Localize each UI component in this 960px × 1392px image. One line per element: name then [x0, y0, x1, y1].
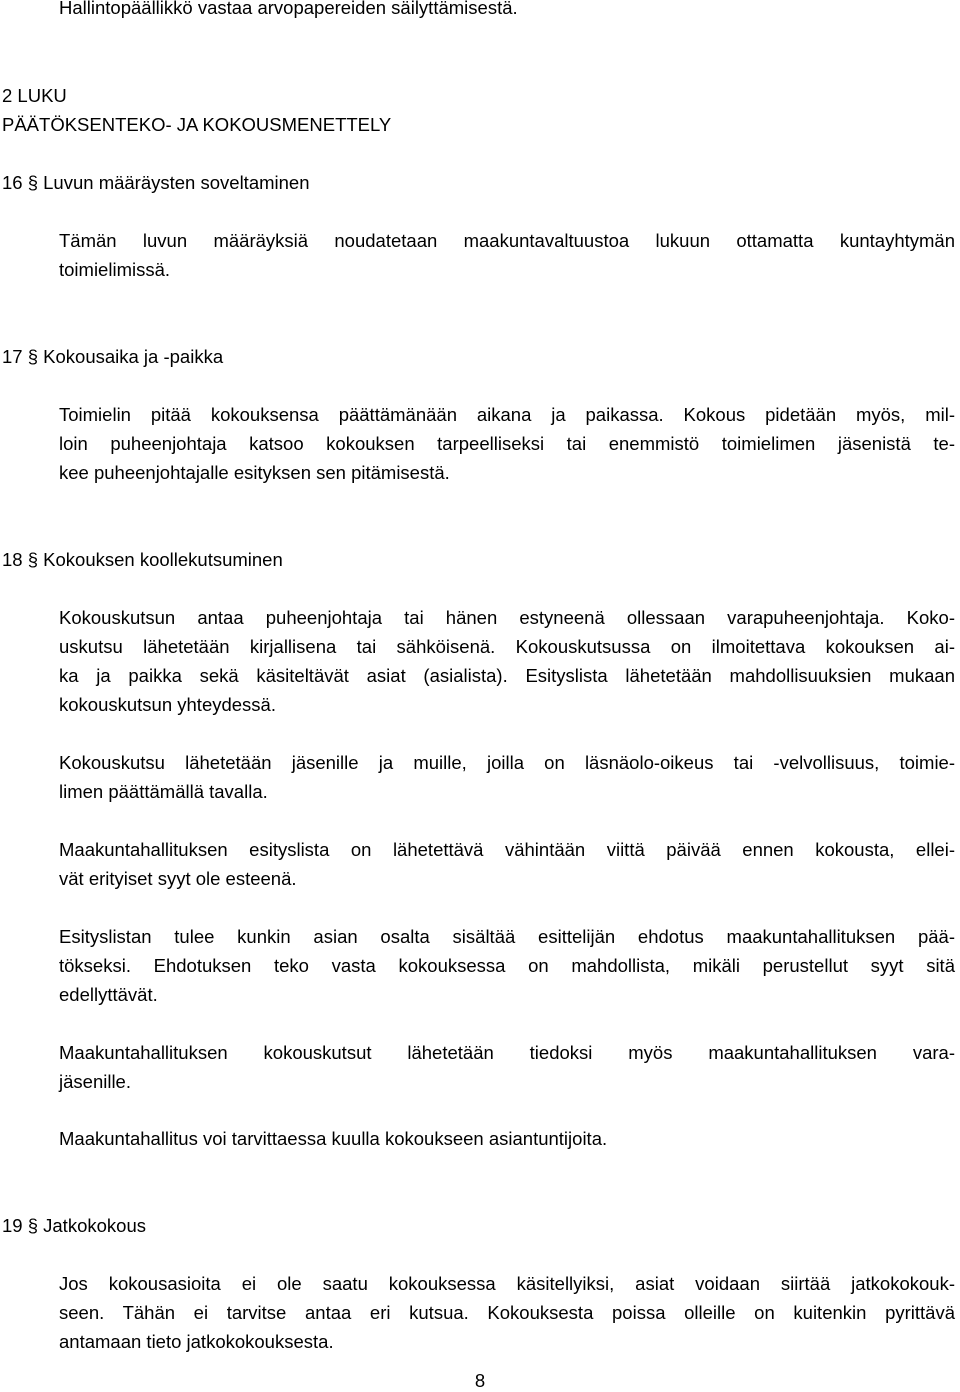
section-18-paragraph-line: jäsenille. — [59, 1071, 131, 1092]
section-heading-18: 18 § Kokouksen koollekutsuminen — [2, 549, 283, 570]
section-17-line: kee puheenjohtajalle esityksen sen pitämisestä. — [59, 462, 450, 483]
section-18-paragraph-line: kokouskutsun yhteydessä. — [59, 694, 276, 715]
section-19-line: seen. Tähän ei tarvitse antaa eri kutsua. Kokouksesta poissa olleille on kuitenkin pyrittävä — [59, 1302, 955, 1323]
section-18-paragraph-line: ka ja paikka sekä käsiteltävät asiat (asialista). Esityslista lähetetään mahdollisuuksien mukaan — [59, 665, 955, 686]
section-18-paragraph-line: edellyttävät. — [59, 984, 158, 1005]
chapter-number: 2 LUKU — [2, 85, 67, 106]
chapter-title: PÄÄTÖKSENTEKO- JA KOKOUSMENETTELY — [2, 114, 392, 135]
page-number: 8 — [474, 1370, 486, 1391]
section-16-line: Tämän luvun määräyksiä noudatetaan maakuntavaltuustoa lukuun ottamatta kuntayhtymän — [59, 230, 955, 251]
section-16-line: toimielimissä. — [59, 259, 171, 280]
section-17-line: loin puheenjohtaja katsoo kokouksen tarpeelliseksi tai enemmistö toimielimen jäsenistä te- — [59, 433, 955, 454]
section-18-paragraph-line: Kokouskutsun antaa puheenjohtaja tai hänen estyneenä ollessaan varapuheenjohtaja. Koko- — [59, 607, 955, 628]
section-18-paragraph-line: uskutsu lähetetään kirjallisena tai sähköisenä. Kokouskutsussa on ilmoitettava kokouksen ai- — [59, 636, 955, 657]
section-18-paragraph-line: tökseksi. Ehdotuksen teko vasta kokouksessa on mahdollista, mikäli perustellut syyt sitä — [59, 955, 955, 976]
section-heading-19: 19 § Jatkokokous — [2, 1215, 146, 1236]
section-18-paragraph-line: Maakuntahallituksen esityslista on lähetettävä vähintään viittä päivää ennen kokousta, ellei- — [59, 839, 955, 860]
section-heading-17: 17 § Kokousaika ja -paikka — [2, 346, 224, 367]
section-18-paragraph-line: Maakuntahallitus voi tarvittaessa kuulla kokoukseen asiantuntijoita. — [59, 1128, 608, 1149]
section-18-paragraph-line: limen päättämällä tavalla. — [59, 781, 268, 802]
section-18-paragraph-line: vät erityiset syyt ole esteenä. — [59, 868, 297, 889]
section-18-paragraph-line: Maakuntahallituksen kokouskutsut lähetetään tiedoksi myös maakuntahallituksen vara- — [59, 1042, 955, 1063]
section-19-line: antamaan tieto jatkokokouksesta. — [59, 1331, 334, 1352]
section-18-paragraph-line: Kokouskutsu lähetetään jäsenille ja muille, joilla on läsnäolo-oikeus tai -velvollisuus, toimie- — [59, 752, 955, 773]
section-heading-16: 16 § Luvun määräysten soveltaminen — [2, 172, 310, 193]
intro-line: Hallintopäällikkö vastaa arvopapereiden säilyttämisestä. — [59, 0, 518, 18]
section-19-line: Jos kokousasioita ei ole saatu kokouksessa käsitellyiksi, asiat voidaan siirtää jatkokokouk- — [59, 1273, 955, 1294]
section-18-paragraph-line: Esityslistan tulee kunkin asian osalta sisältää esittelijän ehdotus maakuntahallituksen pää- — [59, 926, 955, 947]
section-17-line: Toimielin pitää kokouksensa päättämänään aikana ja paikassa. Kokous pidetään myös, mil- — [59, 404, 955, 425]
